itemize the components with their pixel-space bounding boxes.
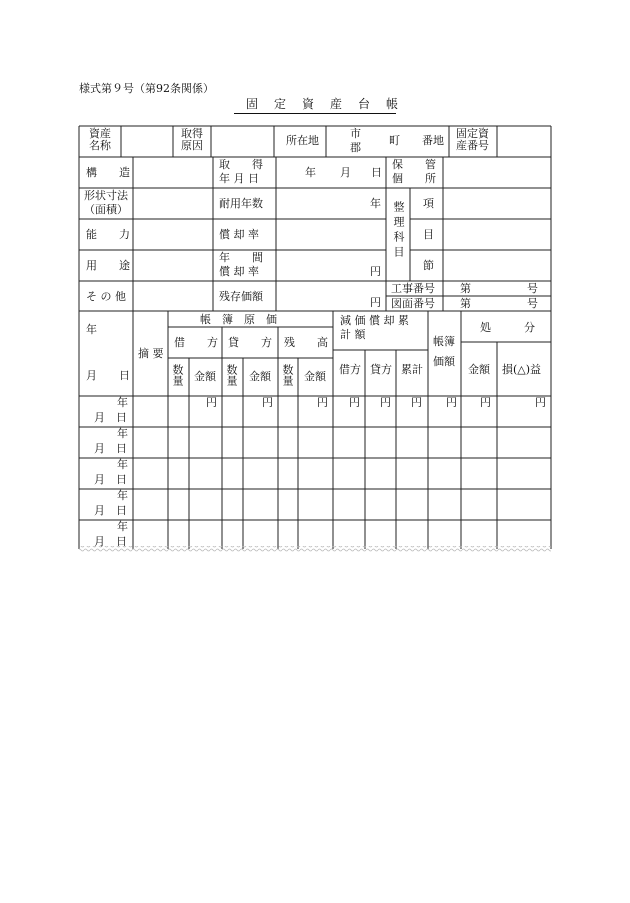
location-lot: 番地	[422, 134, 444, 147]
row-year-label: 年	[117, 458, 128, 471]
purpose-label: 用 途	[86, 259, 130, 272]
amount-label-3: 金額	[304, 370, 326, 383]
row-month-day-label: 月 日	[94, 411, 127, 424]
form-number: 様式第９号（第92条関係）	[79, 82, 214, 95]
qty-label-3: 数量	[281, 364, 294, 386]
date-day: 日	[371, 166, 382, 179]
ledger-month-day-label: 月 日	[86, 369, 130, 382]
structure-label: 構 造	[86, 166, 130, 179]
useful-life-label: 耐用年数	[219, 197, 263, 210]
book-value-label: 帳簿 価額	[433, 335, 455, 368]
construction-gou: 号	[527, 282, 538, 295]
moku-label: 目	[423, 228, 434, 241]
row-yen-label: 円	[262, 396, 273, 409]
shape-label: 形状寸法	[84, 189, 128, 202]
row-year-label: 年	[117, 520, 128, 533]
row-month-day-label: 月 日	[94, 473, 127, 486]
construction-no-label: 工事番号	[391, 282, 435, 295]
disposal-amount-label: 金額	[468, 363, 490, 376]
annual-dep-label-2: 償 却 率	[219, 265, 259, 278]
capacity-label: 能 力	[86, 228, 130, 241]
accum-dep-label: 減 価 償 却 累 計 額	[340, 314, 409, 341]
dep-total-label: 累計	[401, 363, 423, 376]
book-cost-label: 帳 簿 原 価	[200, 313, 277, 326]
other-label: そ の 他	[86, 290, 126, 303]
annual-dep-label: 年 間	[219, 251, 263, 264]
debit-label: 借 方	[174, 336, 218, 349]
row-year-label: 年	[117, 489, 128, 502]
useful-life-unit: 年	[370, 197, 381, 210]
asset-number-label: 固定資 産番号	[456, 127, 489, 152]
row-yen-label: 円	[535, 396, 546, 409]
credit-label: 貸 方	[228, 336, 272, 349]
row-yen-label: 円	[317, 396, 328, 409]
location-county: 郡	[350, 141, 361, 154]
acquire-reason-label: 取得 原因	[181, 127, 203, 152]
row-month-day-label: 月 日	[94, 535, 127, 548]
location-city: 市	[350, 127, 361, 140]
balance-label: 残 高	[284, 336, 328, 349]
asset-name-label: 資産 名称	[89, 127, 111, 152]
row-yen-label: 円	[206, 396, 217, 409]
annual-dep-yen: 円	[370, 265, 381, 278]
setsu-label: 節	[423, 259, 434, 272]
ledger-year-label: 年	[86, 323, 97, 336]
location-town: 町	[389, 134, 400, 147]
drawing-dai: 第	[460, 297, 471, 310]
row-yen-label: 円	[446, 396, 457, 409]
custody-label-2: 個 所	[392, 172, 436, 185]
residual-yen: 円	[370, 296, 381, 309]
residual-value-label: 残存価額	[219, 290, 263, 303]
row-month-day-label: 月 日	[94, 442, 127, 455]
drawing-gou: 号	[527, 297, 538, 310]
row-year-label: 年	[117, 427, 128, 440]
row-yen-label: 円	[380, 396, 391, 409]
disposal-label: 処 分	[480, 321, 535, 334]
acquire-date-label-2: 年 月 日	[219, 172, 259, 185]
row-yen-label: 円	[411, 396, 422, 409]
gain-loss-label: 損(△)益	[502, 363, 542, 376]
date-month: 月	[340, 166, 351, 179]
amount-label-1: 金額	[194, 370, 216, 383]
page-title: 固定資産台帳	[234, 95, 396, 114]
depreciation-rate-label: 償 却 率	[219, 228, 259, 241]
date-year: 年	[305, 166, 316, 179]
dep-debit-label: 借方	[339, 363, 361, 376]
acquire-date-label: 取 得	[219, 158, 263, 171]
qty-label-2: 数量	[225, 364, 238, 386]
classification-label: 整理科目	[392, 201, 405, 261]
custody-label: 保 管	[392, 158, 436, 171]
amount-label-2: 金額	[249, 370, 271, 383]
construction-dai: 第	[460, 282, 471, 295]
row-month-day-label: 月 日	[94, 504, 127, 517]
row-yen-label: 円	[349, 396, 360, 409]
dep-credit-label: 貸方	[370, 363, 392, 376]
location-label: 所在地	[286, 134, 319, 147]
summary-label: 摘 要	[138, 347, 164, 360]
row-year-label: 年	[117, 396, 128, 409]
qty-label-1: 数量	[171, 364, 184, 386]
row-yen-label: 円	[480, 396, 491, 409]
kou-label: 項	[423, 197, 434, 210]
shape-label-2: （面積）	[84, 203, 128, 216]
drawing-no-label: 図面番号	[391, 297, 435, 310]
